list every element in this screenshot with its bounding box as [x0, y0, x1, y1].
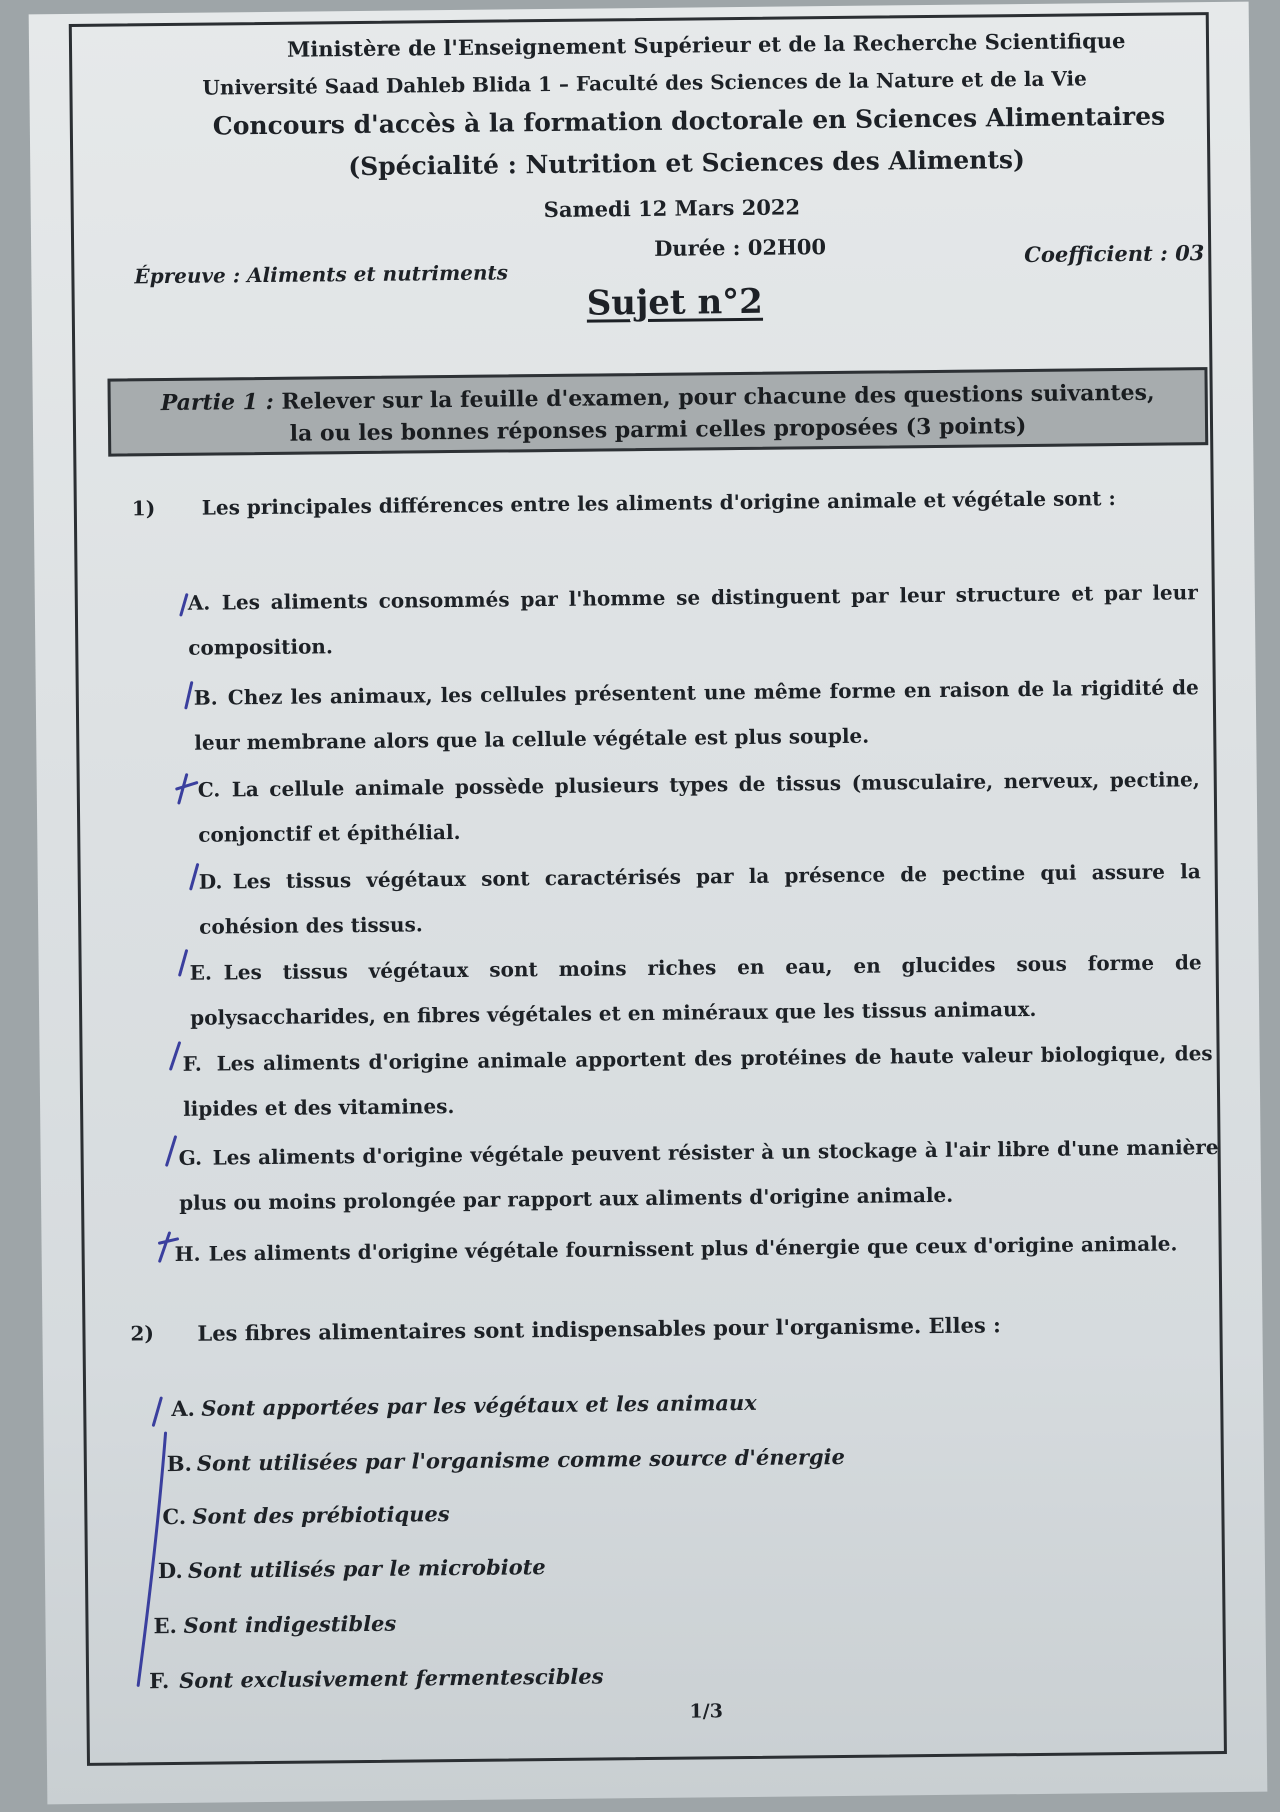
option-letter: A.	[187, 590, 211, 615]
partie-text-1: Relever sur la feuille d'examen, pour chacune des questions suivantes,	[281, 379, 1155, 415]
q2-option-c	[162, 1501, 449, 1529]
ministry-line: Ministère de l'Enseignement Supérieur et de la Recherche Scientifique	[286, 27, 1126, 62]
option-text: Les aliments d'origine animale apportent des protéines de haute valeur biologique, des lipides et des vitamines.	[183, 1041, 1213, 1121]
option-text: Les aliments d'origine végétale peuvent résister à un stockage à l'air libre d'une manière plus ou moins prolongée par rapport aux aliments d'origine animale.	[178, 1135, 1219, 1215]
q1-option-f	[182, 1031, 1213, 1132]
option-letter: A.	[171, 1395, 196, 1422]
option-text: Les aliments consommés par l'homme se distinguent par leur structure et par leur composition.	[188, 580, 1198, 660]
option-text: Sont utilisées par l'organisme comme source d'énergie	[196, 1443, 846, 1476]
q1-option-d	[199, 849, 1202, 949]
coefficient-label: Coefficient : 03	[1024, 240, 1205, 268]
option-text: Les tissus végétaux sont caractérisés par la présence de pectine qui assure la cohésion des tissus.	[199, 859, 1201, 939]
question-2-title: Les fibres alimentaires sont indispensables pour l'organisme. Elles :	[197, 1312, 1001, 1346]
option-text: Sont apportées par les végétaux et les animaux	[201, 1389, 757, 1421]
option-letter: E.	[153, 1612, 177, 1639]
subject-title: Sujet n°2	[586, 281, 764, 324]
q1-option-e	[189, 940, 1202, 1041]
q2-option-b	[167, 1444, 845, 1476]
duration-label: Durée : 02H00	[654, 234, 827, 261]
option-letter: E.	[189, 960, 213, 985]
epreuve-label: Épreuve : Aliments et nutriments	[134, 260, 509, 289]
option-text: Sont des prébiotiques	[192, 1501, 450, 1529]
option-text: Chez les animaux, les cellules présentent une même forme en raison de la rigidité de leur membrane alors que la cellule végétale est plus souple.	[194, 675, 1199, 755]
option-letter: D.	[198, 869, 223, 894]
partie-text-2: la ou les bonnes réponses parmi celles proposées (3 points)	[289, 413, 1027, 447]
option-text: Les tissus végétaux sont moins riches en eau, en glucides sous forme de polysaccharides, en fibres végétales et en minéraux que les tissus animaux.	[190, 950, 1202, 1030]
q2-option-d	[158, 1554, 546, 1583]
speciality-line: (Spécialité : Nutrition et Sciences des Aliments)	[348, 145, 1025, 182]
page-number: 1/3	[689, 1700, 723, 1723]
exam-header	[72, 15, 1209, 327]
option-text: Sont exclusivement fermentescibles	[178, 1663, 604, 1693]
q1-option-h	[174, 1221, 1224, 1277]
q1-option-a	[188, 570, 1199, 671]
partie-instructions	[107, 367, 1208, 457]
option-letter: F.	[148, 1668, 170, 1694]
option-letter: C.	[162, 1503, 187, 1530]
partie-label: Partie 1 :	[160, 388, 274, 417]
option-letter: B.	[166, 1450, 193, 1477]
option-text: La cellule animale possède plusieurs types de tissus (musculaire, nerveux, pectine, conjonctif et épithélial.	[198, 767, 1200, 847]
q2-option-a	[171, 1390, 757, 1421]
question-2-number: 2)	[130, 1321, 154, 1346]
question-1-number: 1)	[131, 496, 156, 521]
contest-title: Concours d'accès à la formation doctorale en Sciences Alimentaires	[212, 101, 1166, 141]
q1-option-c	[198, 757, 1201, 857]
q2-option-f	[149, 1664, 604, 1694]
option-letter: H.	[174, 1241, 201, 1266]
page-frame	[69, 12, 1227, 1766]
option-text: Sont utilisés par le microbiote	[187, 1554, 546, 1583]
option-letter: D.	[157, 1557, 183, 1584]
q2-option-e	[153, 1611, 396, 1639]
option-letter: B.	[193, 685, 218, 710]
exam-paper	[29, 2, 1268, 1805]
university-line: Université Saad Dahleb Blida 1 – Faculté des Sciences de la Nature et de la Vie	[202, 66, 1087, 100]
q1-option-g	[178, 1125, 1219, 1226]
exam-date: Samedi 12 Mars 2022	[543, 194, 801, 223]
question-1-title: Les principales différences entre les aliments d'origine animale et végétale sont :	[201, 486, 1116, 520]
option-letter: G.	[178, 1145, 203, 1170]
q1-option-b	[194, 665, 1200, 766]
option-letter: C.	[197, 777, 221, 802]
option-letter: F.	[182, 1051, 202, 1076]
option-text: Sont indigestibles	[183, 1610, 397, 1638]
option-text: Les aliments d'origine végétale fournissent plus d'énergie que ceux d'origine animale.	[208, 1231, 1178, 1266]
